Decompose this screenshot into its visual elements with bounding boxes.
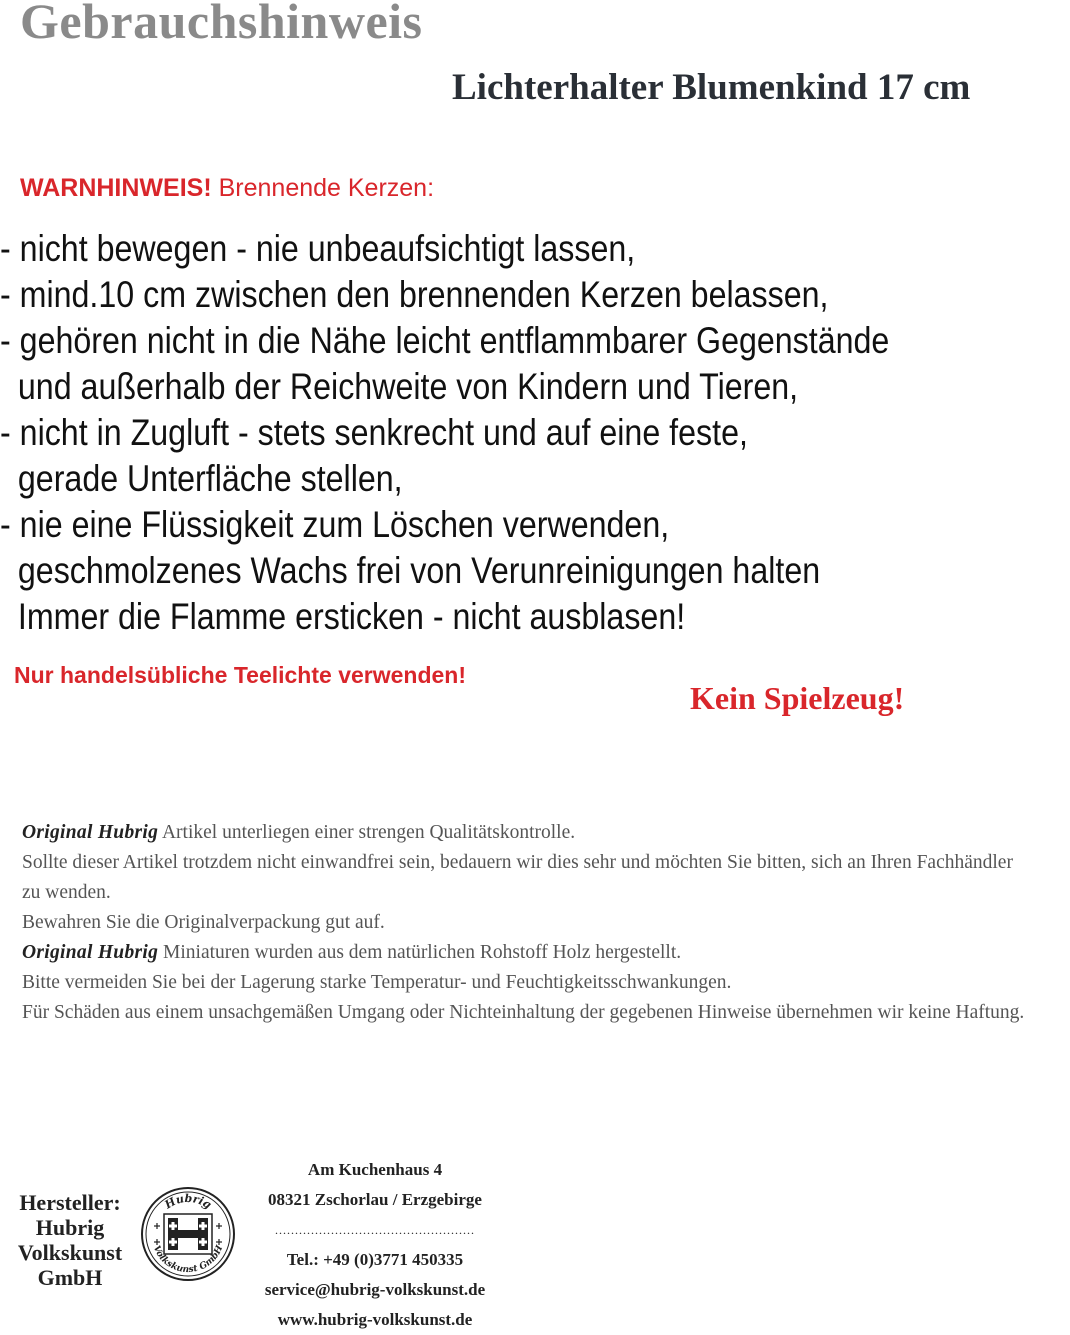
logo-text-bottom: Volkskunst GmbH <box>150 1244 226 1276</box>
info-paragraph <box>22 938 1032 968</box>
separator: .................................................. <box>275 1223 475 1237</box>
info-paragraph: Bewahren Sie die Originalverpackung gut auf. <box>22 912 385 933</box>
address-city: 08321 Zschorlau / Erzgebirge <box>268 1190 482 1209</box>
rule-line: geschmolzenes Wachs frei von Verunreinigungen halten <box>0 550 821 591</box>
info-text <box>22 818 1032 1028</box>
info-paragraph: Bitte vermeiden Sie bei der Lagerung starke Temperatur- und Feuchtigkeitsschwankungen. <box>22 972 732 993</box>
rule-line: - mind.10 cm zwischen den brennenden Kerzen belassen, <box>0 274 829 315</box>
warning-label: WARNHINWEIS! <box>20 174 212 202</box>
page-title: Gebrauchshinweis <box>20 0 423 49</box>
rule-line: und außerhalb der Reichweite von Kindern und Tieren, <box>0 366 799 407</box>
manufacturer-label: Hersteller: <box>19 1190 121 1215</box>
rule-line: Immer die Flamme ersticken - nicht ausblasen! <box>0 596 686 637</box>
tealight-note: Nur handelsübliche Teelichte verwenden! <box>14 662 467 688</box>
info-paragraph: Sollte dieser Artikel trotzdem nicht einwandfrei sein, bedauern wir dies sehr und möchten Sie bitten, sich an Ihren Fachhändler zu wenden. <box>22 852 1013 903</box>
rule-line: - gehören nicht in die Nähe leicht entflammbarer Gegenstände <box>0 320 890 361</box>
info-sentence: Artikel unterliegen einer strengen Qualitätskontrolle. <box>158 822 576 843</box>
rule-line: - nicht bewegen - nie unbeaufsichtigt lassen, <box>0 228 636 269</box>
brand-name: Original Hubrig <box>22 822 159 843</box>
logo-text-top: Hubrig <box>162 1191 214 1212</box>
svg-text:Volkskunst GmbH <box>151 1244 226 1275</box>
safety-rules <box>0 226 889 640</box>
rule-line: gerade Unterfläche stellen, <box>0 458 403 499</box>
rule-line: - nie eine Flüssigkeit zum Löschen verwenden, <box>0 504 670 545</box>
warning-text: Brennende Kerzen: <box>211 174 435 202</box>
hubrig-logo <box>140 1186 236 1282</box>
info-paragraph <box>22 818 1032 848</box>
manufacturer-name: Hubrig Volkskunst GmbH <box>17 1215 123 1290</box>
email[interactable]: service@hubrig-volkskunst.de <box>264 1280 486 1299</box>
rule-line: - nicht in Zugluft - stets senkrecht und auf eine feste, <box>0 412 748 453</box>
website[interactable]: www.hubrig-volkskunst.de <box>277 1310 473 1329</box>
info-sentence: Miniaturen wurden aus dem natürlichen Rohstoff Holz hergestellt. <box>158 942 682 963</box>
brand-name: Original Hubrig <box>22 942 159 963</box>
info-paragraph: Für Schäden aus einem unsachgemäßen Umgang oder Nichteinhaltung der gegebenen Hinweise übernehmen wir keine Haftung. <box>22 1002 1025 1023</box>
address-street: Am Kuchenhaus 4 <box>307 1160 443 1179</box>
logo-emblem <box>154 1214 222 1254</box>
contact-block <box>245 1155 505 1335</box>
phone: Tel.: +49 (0)3771 450335 <box>286 1250 464 1269</box>
warning-heading <box>20 174 434 203</box>
svg-text:Hubrig <box>162 1192 214 1212</box>
manufacturer <box>10 1190 130 1290</box>
not-a-toy-note: Kein Spielzeug! <box>690 680 905 716</box>
product-name: Lichterhalter Blumenkind 17 cm <box>452 67 971 108</box>
